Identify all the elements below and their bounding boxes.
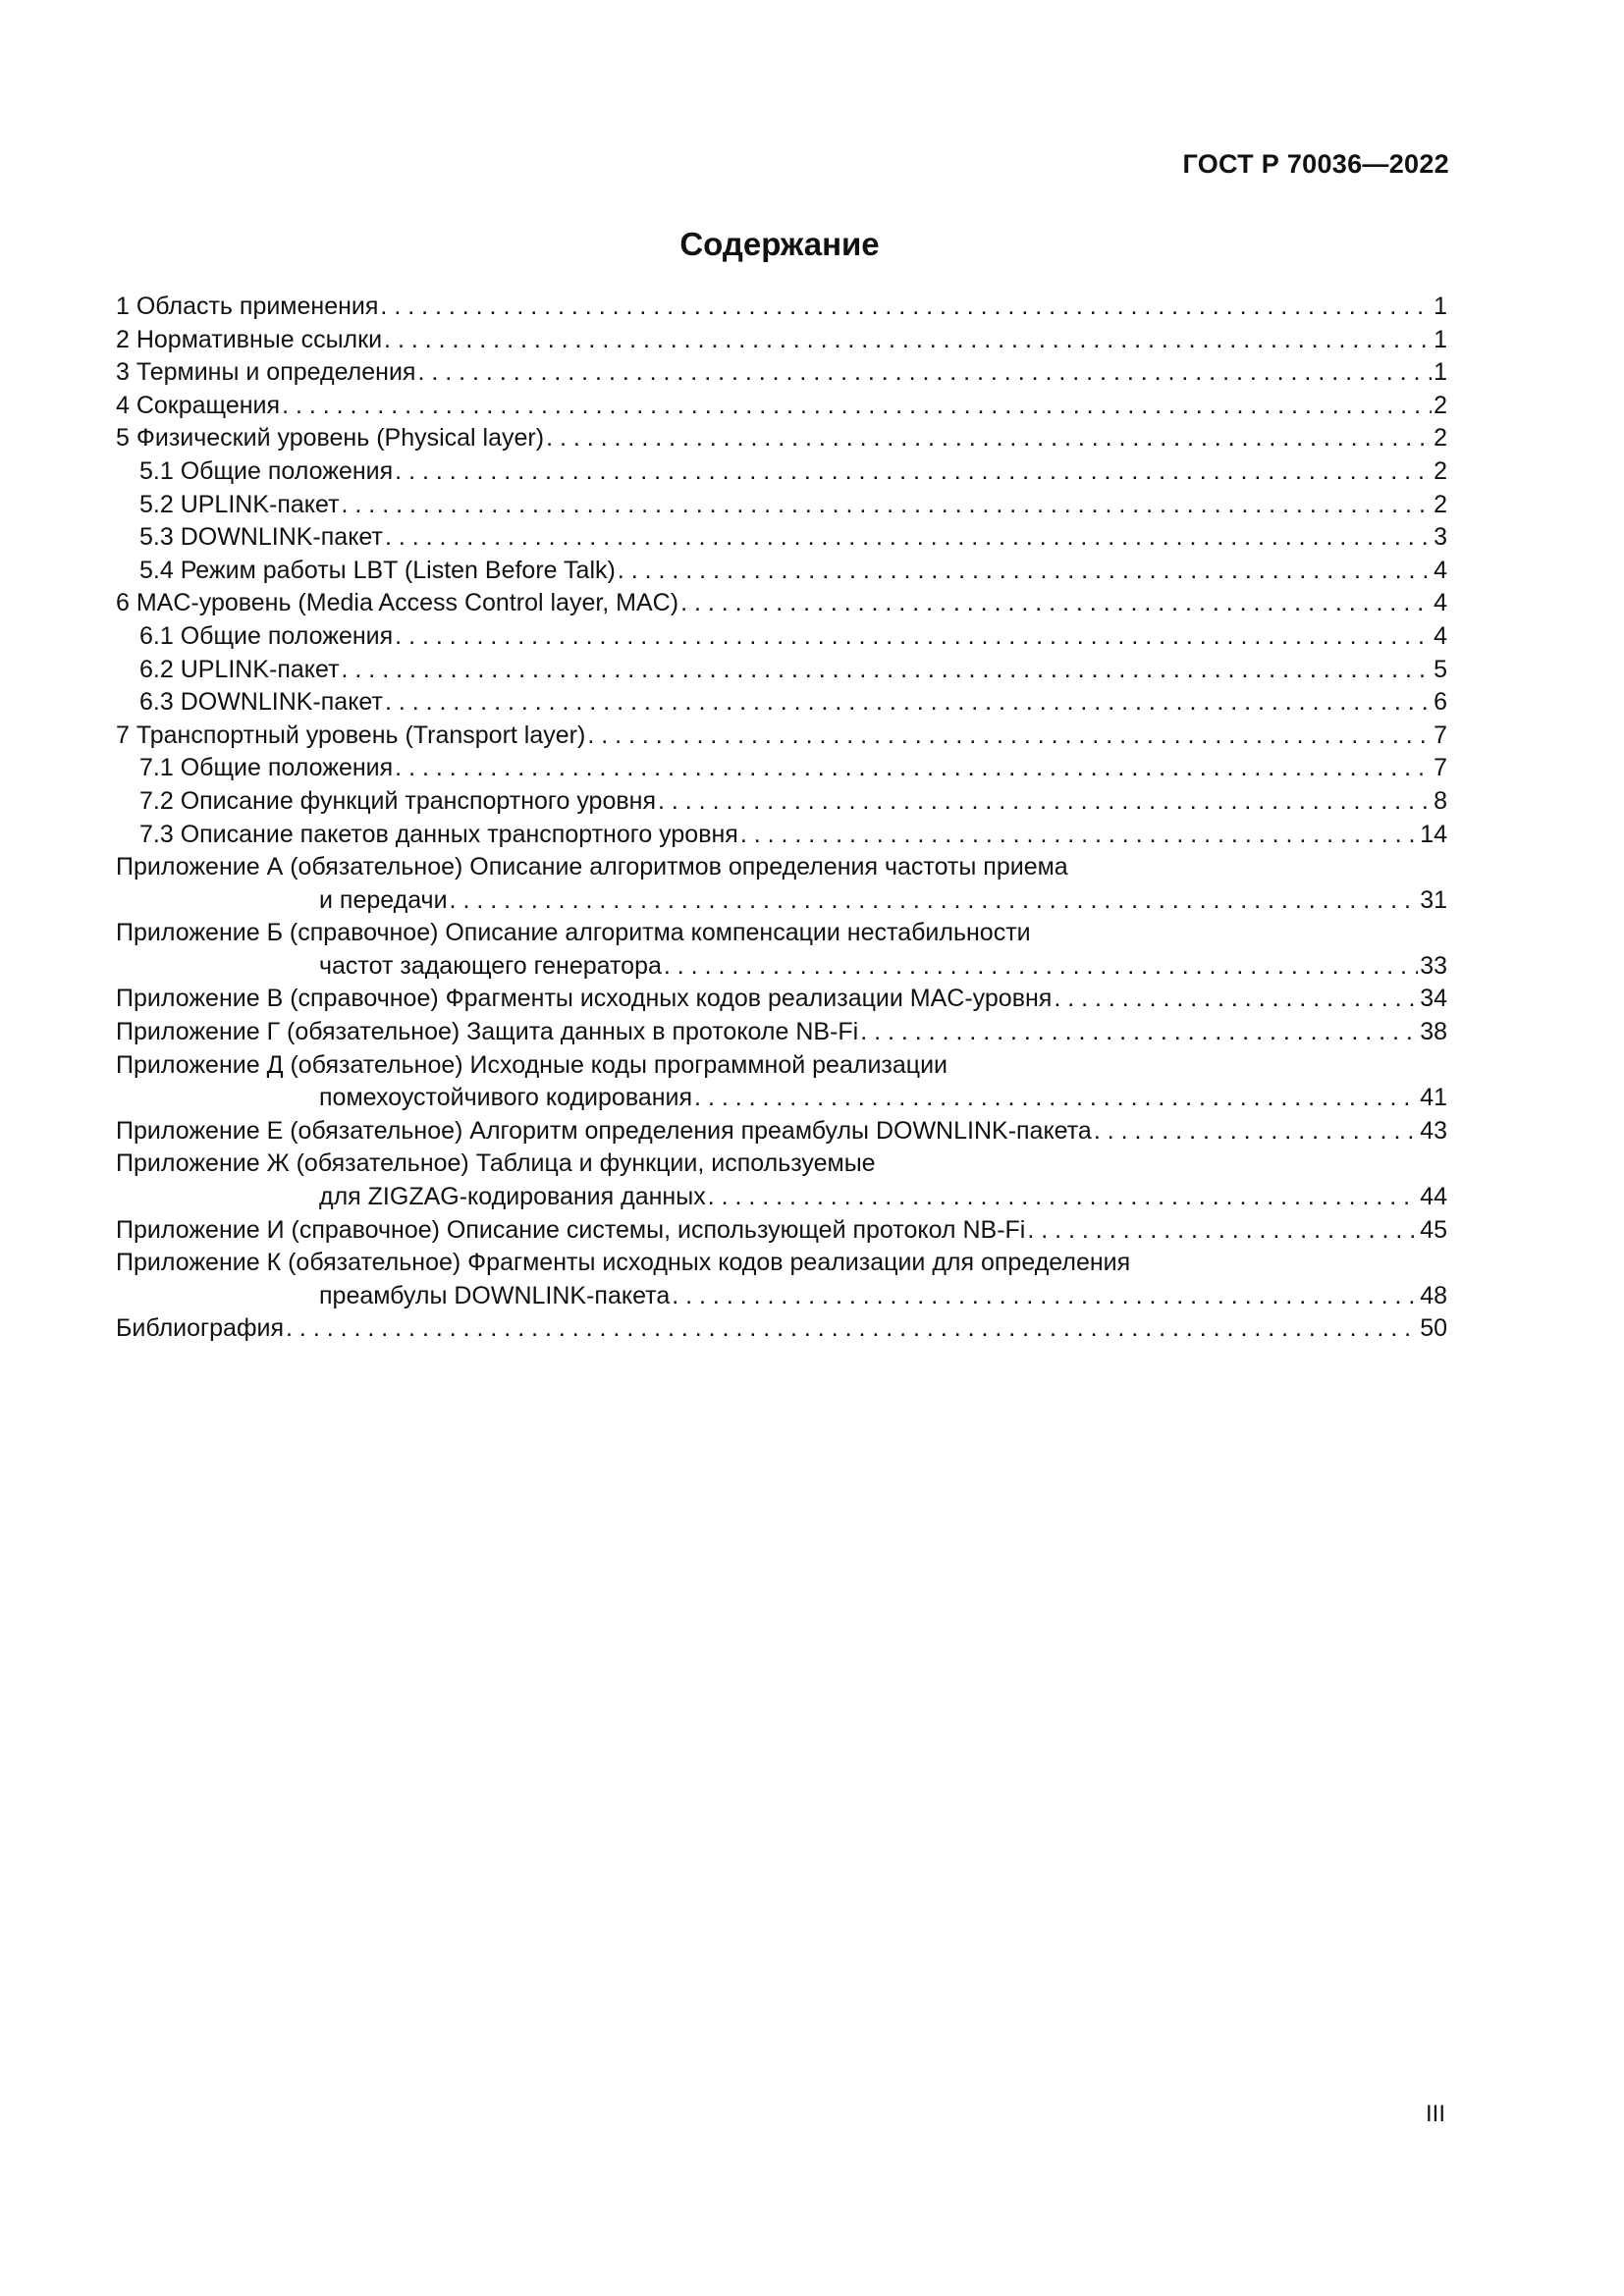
toc-entry-label: Приложение К (обязательное) Фрагменты исходных кодов реализации для определения: [116, 1249, 1131, 1277]
toc-entry-label: 6.2 UPLINK-пакет: [139, 655, 340, 683]
toc-entry[interactable]: [116, 390, 1447, 423]
toc-entry[interactable]: [116, 983, 1447, 1016]
dot-leader: [1027, 1214, 1418, 1248]
dot-leader: [694, 1082, 1418, 1115]
toc-entry[interactable]: [116, 1247, 1447, 1312]
dot-leader: [664, 950, 1418, 984]
dot-leader: [395, 455, 1432, 489]
toc-entry[interactable]: [116, 620, 1447, 654]
dot-leader: [618, 555, 1432, 588]
toc-entry[interactable]: [116, 1049, 1447, 1115]
page-number: III: [1425, 2101, 1445, 2127]
toc-entry[interactable]: [116, 324, 1447, 357]
dot-leader: [417, 356, 1432, 390]
dot-leader: [680, 587, 1432, 620]
toc-entry-page: 2: [1434, 424, 1447, 453]
toc-entry-page: 4: [1434, 621, 1447, 650]
dot-leader: [450, 884, 1419, 918]
dot-leader: [740, 819, 1418, 852]
toc-entry[interactable]: [116, 819, 1447, 852]
toc-entry-page: 44: [1420, 1183, 1447, 1211]
toc-entry-label: 5.1 Общие положения: [139, 456, 394, 485]
toc-entry[interactable]: [116, 686, 1447, 720]
toc-entry-label: 6 MAC-уровень (Media Access Control layer, MAC): [116, 589, 679, 617]
dot-leader: [282, 390, 1432, 423]
toc-entry[interactable]: [116, 455, 1447, 489]
toc-entry-label: Приложение Б (справочное) Описание алгоритма компенсации нестабильности: [116, 919, 1031, 947]
toc-entry-label: 6.3 DOWNLINK-пакет: [139, 688, 383, 717]
page-title: Содержание: [679, 226, 880, 262]
toc-entry[interactable]: [116, 291, 1447, 324]
toc-entry-page: 43: [1420, 1116, 1447, 1145]
dot-leader: [380, 291, 1432, 324]
toc-entry[interactable]: [116, 654, 1447, 687]
dot-leader: [286, 1312, 1418, 1346]
toc-entry-page: 4: [1434, 556, 1447, 584]
toc-entry[interactable]: [116, 489, 1447, 522]
toc-entry[interactable]: [116, 785, 1447, 819]
toc-entry[interactable]: [116, 1312, 1447, 1346]
dot-leader: [860, 1016, 1418, 1049]
toc-entry-label: 5.4 Режим работы LBT (Listen Before Talk): [139, 556, 616, 584]
toc-entry-label: Приложение Д (обязательное) Исходные коды программной реализации: [116, 1050, 948, 1079]
toc-entry[interactable]: [116, 587, 1447, 620]
toc-entry-page: 7: [1434, 754, 1447, 782]
toc-entry-page: 34: [1420, 985, 1447, 1013]
toc-entry-page: 2: [1434, 391, 1447, 419]
toc-entry-label: 6.1 Общие положения: [139, 621, 394, 650]
toc-entry-page: 14: [1420, 820, 1447, 848]
toc-entry-label: 7.1 Общие положения: [139, 754, 394, 782]
standard-designation: ГОСТ Р 70036—2022: [1182, 149, 1449, 179]
toc-entry-label: 2 Нормативные ссылки: [116, 325, 383, 353]
toc-entry[interactable]: [116, 356, 1447, 390]
toc-entry-continuation: помехоустойчивого кодирования: [319, 1084, 693, 1112]
toc-entry-page: 2: [1434, 490, 1447, 518]
toc-entry[interactable]: [116, 1016, 1447, 1049]
toc-entry-page: 48: [1420, 1281, 1447, 1309]
toc-entry-continuation: и передачи: [319, 885, 448, 914]
toc-entry[interactable]: [116, 422, 1447, 455]
toc-entry-label: 4 Сокращения: [116, 391, 281, 419]
dot-leader: [385, 521, 1432, 555]
toc-entry-label: 7.3 Описание пакетов данных транспортного уровня: [139, 820, 738, 848]
toc-entry[interactable]: [116, 1148, 1447, 1213]
toc-entry-page: 1: [1434, 358, 1447, 387]
toc-entry[interactable]: [116, 521, 1447, 555]
toc-entry-page: 33: [1420, 951, 1447, 980]
toc-entry-page: 2: [1434, 456, 1447, 485]
toc-entry[interactable]: [116, 1214, 1447, 1248]
dot-leader: [395, 620, 1432, 654]
toc-entry-page: 6: [1434, 688, 1447, 717]
dot-leader: [395, 752, 1432, 785]
dot-leader: [708, 1181, 1418, 1214]
toc-entry-page: 3: [1434, 523, 1447, 552]
toc-entry-page: 1: [1434, 293, 1447, 320]
toc-entry-continuation: для ZIGZAG-кодирования данных: [319, 1183, 706, 1211]
toc-entry-label: Приложение И (справочное) Описание системы, использующей протокол NB-Fi: [116, 1215, 1026, 1244]
toc-entry-page: 4: [1434, 589, 1447, 617]
toc-entry-continuation: частот задающего генератора: [319, 951, 662, 980]
table-of-contents: [116, 291, 1447, 1346]
dot-leader: [385, 686, 1432, 720]
toc-entry[interactable]: [116, 752, 1447, 785]
toc-entry-label: Приложение Е (обязательное) Алгоритм определения преамбулы DOWNLINK-пакета: [116, 1116, 1092, 1145]
toc-entry-label: 7 Транспортный уровень (Transport layer): [116, 721, 586, 749]
dot-leader: [546, 422, 1432, 455]
toc-entry-label: Приложение Ж (обязательное) Таблица и функции, используемые: [116, 1149, 876, 1178]
toc-entry-page: 8: [1434, 786, 1447, 815]
toc-entry-page: 1: [1434, 325, 1447, 353]
toc-entry-label: Приложение Г (обязательное) Защита данных в протоколе NB-Fi: [116, 1018, 859, 1046]
toc-entry[interactable]: [116, 1115, 1447, 1148]
dot-leader: [672, 1280, 1418, 1313]
toc-entry-label: 1 Область применения: [116, 293, 379, 320]
toc-entry-page: 7: [1434, 721, 1447, 749]
toc-entry-label: 7.2 Описание функций транспортного уровня: [139, 786, 656, 815]
dot-leader: [658, 785, 1432, 819]
toc-entry-continuation: преамбулы DOWNLINK-пакета: [319, 1281, 671, 1309]
toc-entry-label: 5.3 DOWNLINK-пакет: [139, 523, 383, 552]
dot-leader: [342, 654, 1433, 687]
dot-leader: [1054, 983, 1418, 1016]
toc-entry[interactable]: [116, 720, 1447, 753]
dot-leader: [384, 324, 1432, 357]
toc-entry-page: 41: [1420, 1084, 1447, 1112]
dot-leader: [342, 489, 1433, 522]
toc-entry[interactable]: [116, 851, 1447, 917]
toc-entry-label: 3 Термины и определения: [116, 358, 416, 387]
toc-entry-page: 31: [1420, 885, 1447, 914]
dot-leader: [587, 720, 1432, 753]
toc-entry-page: 45: [1420, 1215, 1447, 1244]
dot-leader: [1094, 1115, 1418, 1148]
toc-entry-page: 50: [1420, 1314, 1447, 1343]
toc-entry-label: 5 Физический уровень (Physical layer): [116, 424, 545, 453]
toc-entry-page: 38: [1420, 1018, 1447, 1046]
toc-entry-label: Библиография: [116, 1314, 285, 1343]
toc-entry-label: Приложение А (обязательное) Описание алгоритмов определения частоты приема: [116, 853, 1068, 881]
toc-entry[interactable]: [116, 917, 1447, 983]
toc-entry-label: 5.2 UPLINK-пакет: [139, 490, 340, 518]
toc-entry[interactable]: [116, 555, 1447, 588]
toc-entry-label: Приложение В (справочное) Фрагменты исходных кодов реализации MAC-уровня: [116, 985, 1053, 1013]
toc-entry-page: 5: [1434, 655, 1447, 683]
